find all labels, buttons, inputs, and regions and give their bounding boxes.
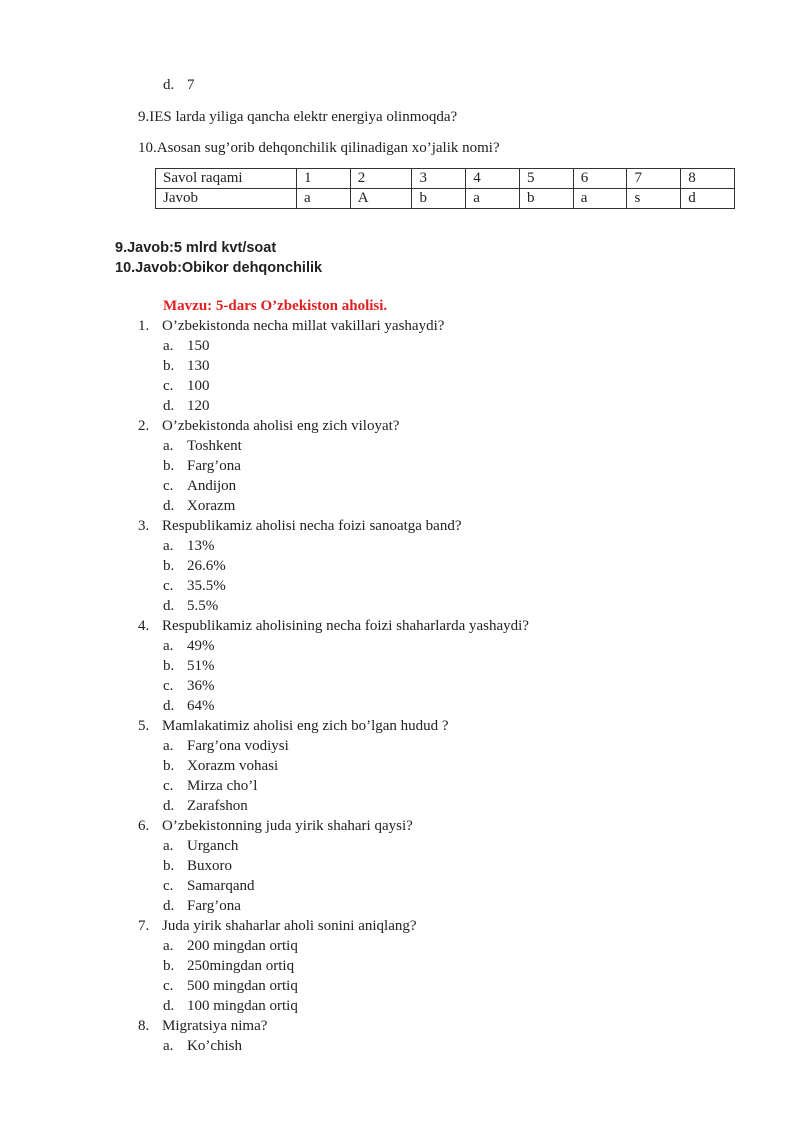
- question-item: [138, 916, 417, 936]
- table-cell: d: [681, 189, 735, 209]
- option-letter: b.: [163, 758, 175, 774]
- question-item: [138, 516, 462, 536]
- option-letter: a.: [163, 638, 174, 654]
- table-header-cell: Savol raqami: [156, 169, 297, 189]
- option-letter: c.: [163, 578, 174, 594]
- answer-10: 10.Javob:Obikor dehqonchilik: [115, 260, 323, 276]
- option-text: Farg’ona vodiysi: [187, 738, 289, 754]
- option-letter: a.: [163, 938, 174, 954]
- answer-option: [163, 736, 289, 756]
- option-text: 49%: [187, 638, 215, 654]
- question-text: Migratsiya nima?: [162, 1018, 268, 1034]
- option-text: Farg’ona: [187, 898, 241, 914]
- question-number: 6.: [138, 818, 150, 834]
- question-10: 10.Asosan sug’orib dehqonchilik qilinadigan xo’jalik nomi?: [138, 140, 500, 156]
- answer-option: [163, 836, 238, 856]
- option-text: 100: [187, 378, 210, 394]
- answer-option: [163, 856, 232, 876]
- option-text: 35.5%: [187, 578, 226, 594]
- question-9: 9.IES larda yiliga qancha elektr energiya olinmoqda?: [138, 109, 458, 125]
- option-letter: c.: [163, 678, 174, 694]
- answer-option: [163, 376, 210, 396]
- question-number: 4.: [138, 618, 150, 634]
- answer-option: [163, 696, 215, 716]
- option-text: Xorazm vohasi: [187, 758, 279, 774]
- option-letter: b.: [163, 458, 175, 474]
- option-text: Zarafshon: [187, 798, 248, 814]
- option-text: Farg’ona: [187, 458, 241, 474]
- option-text: Xorazm: [187, 498, 236, 514]
- option-letter: c.: [163, 378, 174, 394]
- option-letter: b.: [163, 558, 175, 574]
- question-number: 5.: [138, 718, 150, 734]
- answer-option: [163, 556, 226, 576]
- answer-option: [163, 1036, 242, 1056]
- option-text: 13%: [187, 538, 215, 554]
- option-letter: b.: [163, 658, 175, 674]
- question-item: [138, 616, 529, 636]
- option-text: Ko’chish: [187, 1038, 242, 1054]
- answer-option: [163, 356, 210, 376]
- option-text: 64%: [187, 698, 215, 714]
- table-cell: b: [412, 189, 466, 209]
- option-letter: b.: [163, 858, 175, 874]
- table-cell: 1: [297, 169, 351, 189]
- question-item: [138, 1016, 267, 1036]
- table-cell: a: [297, 189, 351, 209]
- option-letter: a.: [163, 438, 174, 454]
- option-letter: c.: [163, 878, 174, 894]
- answer-option: [163, 336, 210, 356]
- answer-option: [163, 996, 298, 1016]
- previous-option: [163, 75, 195, 95]
- answer-option: [163, 436, 242, 456]
- option-letter: b.: [163, 958, 175, 974]
- answer-option: [163, 636, 215, 656]
- answer-option: [163, 896, 241, 916]
- answer-table: [155, 168, 735, 209]
- question-item: [138, 816, 413, 836]
- option-text: Toshkent: [187, 438, 242, 454]
- question-text: O’zbekistonda necha millat vakillari yashaydi?: [162, 318, 445, 334]
- option-letter: d.: [163, 77, 175, 93]
- table-row: [156, 189, 735, 209]
- answer-option: [163, 756, 278, 776]
- option-letter: b.: [163, 358, 175, 374]
- topic-title: Mavzu: 5-dars O’zbekiston aholisi.: [163, 298, 388, 314]
- option-text: Samarqand: [187, 878, 255, 894]
- question-text: Juda yirik shaharlar aholi sonini aniqlang?: [162, 918, 417, 934]
- option-text: 120: [187, 398, 210, 414]
- option-letter: a.: [163, 1038, 174, 1054]
- option-letter: c.: [163, 478, 174, 494]
- option-letter: d.: [163, 898, 175, 914]
- answer-option: [163, 976, 298, 996]
- option-letter: a.: [163, 738, 174, 754]
- option-letter: a.: [163, 338, 174, 354]
- answer-option: [163, 576, 226, 596]
- table-cell: 2: [350, 169, 412, 189]
- answer-9: 9.Javob:5 mlrd kvt/soat: [115, 240, 277, 256]
- table-cell: A: [350, 189, 412, 209]
- answer-option: [163, 676, 215, 696]
- option-letter: d.: [163, 398, 175, 414]
- option-letter: d.: [163, 498, 175, 514]
- question-number: 1.: [138, 318, 150, 334]
- option-text: 500 mingdan ortiq: [187, 978, 298, 994]
- question-text: Respublikamiz aholisi necha foizi sanoatga band?: [162, 518, 462, 534]
- option-letter: d.: [163, 598, 175, 614]
- option-letter: c.: [163, 978, 174, 994]
- answer-option: [163, 596, 218, 616]
- question-text: O’zbekistonda aholisi eng zich viloyat?: [162, 418, 400, 434]
- option-text: Mirza cho’l: [187, 778, 258, 794]
- table-cell: s: [627, 189, 681, 209]
- answer-option: [163, 876, 254, 896]
- option-text: 200 mingdan ortiq: [187, 938, 298, 954]
- table-cell: 8: [681, 169, 735, 189]
- table-cell: 4: [466, 169, 520, 189]
- option-text: 5.5%: [187, 598, 219, 614]
- answer-option: [163, 796, 248, 816]
- answer-option: [163, 776, 257, 796]
- table-cell: 7: [627, 169, 681, 189]
- option-letter: c.: [163, 778, 174, 794]
- table-header-cell: Javob: [156, 189, 297, 209]
- answer-option: [163, 656, 215, 676]
- question-number: 8.: [138, 1018, 150, 1034]
- option-text: 51%: [187, 658, 215, 674]
- table-cell: 6: [573, 169, 627, 189]
- option-letter: d.: [163, 998, 175, 1014]
- question-item: [138, 316, 444, 336]
- question-item: [138, 716, 449, 736]
- question-number: 3.: [138, 518, 150, 534]
- option-text: 130: [187, 358, 210, 374]
- option-text: 26.6%: [187, 558, 226, 574]
- question-item: [138, 416, 399, 436]
- answer-option: [163, 536, 215, 556]
- question-text: Mamlakatimiz aholisi eng zich bo’lgan hudud ?: [162, 718, 449, 734]
- question-number: 7.: [138, 918, 150, 934]
- table-cell: 5: [519, 169, 573, 189]
- question-number: 2.: [138, 418, 150, 434]
- table-cell: b: [519, 189, 573, 209]
- option-text: 150: [187, 338, 210, 354]
- answer-option: [163, 496, 235, 516]
- option-text: 250mingdan ortiq: [187, 958, 295, 974]
- option-letter: d.: [163, 698, 175, 714]
- option-text: 7: [187, 77, 195, 93]
- answer-option: [163, 956, 294, 976]
- question-text: O’zbekistonning juda yirik shahari qaysi?: [162, 818, 413, 834]
- option-letter: d.: [163, 798, 175, 814]
- answer-option: [163, 476, 236, 496]
- answer-option: [163, 456, 241, 476]
- answer-option: [163, 936, 298, 956]
- table-row: [156, 169, 735, 189]
- option-text: 36%: [187, 678, 215, 694]
- table-cell: a: [466, 189, 520, 209]
- table-cell: 3: [412, 169, 466, 189]
- option-text: Andijon: [187, 478, 237, 494]
- question-text: Respublikamiz aholisining necha foizi shaharlarda yashaydi?: [162, 618, 529, 634]
- option-letter: a.: [163, 838, 174, 854]
- option-text: Buxoro: [187, 858, 232, 874]
- table-cell: a: [573, 189, 627, 209]
- option-text: Urganch: [187, 838, 239, 854]
- answer-option: [163, 396, 210, 416]
- option-text: 100 mingdan ortiq: [187, 998, 298, 1014]
- option-letter: a.: [163, 538, 174, 554]
